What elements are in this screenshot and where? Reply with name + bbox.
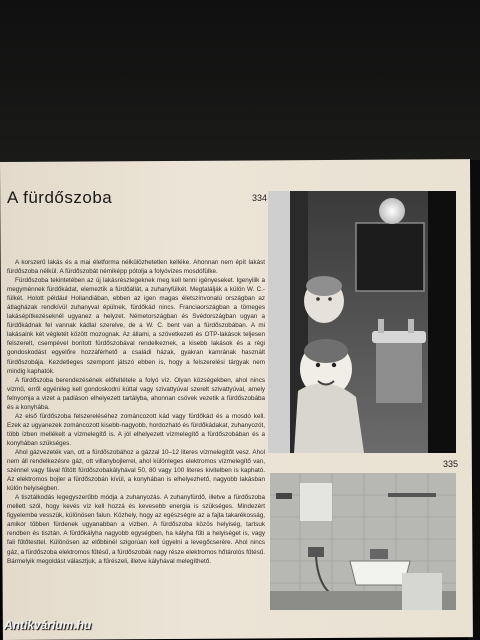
photo-bathroom-sink (270, 473, 456, 610)
paragraph: Ahol gázvezeték van, ott a fürdőszobához a gázzal 10–12 literes vízmelegítőt vesz. Ahol nem áll rendelkezésre gáz, ott villanybojlerrel, ahol különleges elektromos vízmelegítő van, szénnel vagy fával fűtött fürdőszobakályhával 50, 80 vagy 100 literes kivitelben is kapható. Az elektromos bojler a fürdőszobán kívül, a konyhában is elhelyezhető, nagyobb lakásban külön helyiségben. (7, 448, 265, 493)
paragraph: Az első fürdőszoba felszereléséhez zománcozott kád vagy fürdőkád és a mosdó kell. Ezek az ugyanezek zománcozott kisebb-nagyobb, hordozható és fürdőkádakat, zuhanyozót, több ízben mellékelt a vízmelegítő is. A jól elhelyezett vízmelegítő a fürdőszobában és a konyhában szükséges. (7, 412, 265, 447)
figure-number-335: 335 (443, 459, 459, 469)
paragraph: Fürdőszoba tekintetében az új lakásrészlegeknek meg kell tenni igényeseket. Igenyilik a megyménnek fürdőkádat, elemeztik a fürdőállát, a zuhanyfülkét. Megtalálják a külön W. C.-fülkét. Holott például Hollandiában, ebben az igen magas életszínvonalú országban az átlagházak rendkívül zuhanyval épülnek, fürdőkád nincs. Franciaországban a tömeges lakásépítkezéseknél ugyanez a helyzet. Németországban és Svédországban ugyan a fürdőkádnak fel vannak kádlal szerelve, de a W. C. bent van a fürdőszobában. A mi lakásaink két végletét között mozognak. Az állami, a szövetkezeti és OTP-lakások teljesen felszerelt, csempével borított fürdőszobával rendelkeznek, a kisebb lakások és a régi gondoskodást egyelőre hozzáférhető a családi házak, gyakran kamrának használt fürdőszobája. Kezdetleges szempont játszó ebben is, hogy a felszerelési tárgyak nem mindig kaphatók. (7, 277, 265, 375)
watermark: Antikvárium.hu (4, 618, 92, 632)
paragraph: A tisztálkodás legegyszerűbb módja a zuhanyozás. A zuhanyfürdő, illetve a fürdőszoba mellett szól, hogy kevés víz kell hozzá és kevesebb energia is szükséges. Mindezért figyelembe vesszük, különösen falun. Közhely, hogy az egészségre az a fajta takarékosság, amikor többen fürdenek ugyanabban a vízben. A fürdőszoba közös helyiség, tartsuk rendben és tisztán. A fürdőkályha nagyobb egységben, ha kályha fűti a helyiséget is, vagy fali fűtőtesttel. Különösen az előbbinél szigorúan kell ügyelni a levegőcserére. Ahol nincs gáz, a fürdőszoba elektromos fűtésű, a fürdőszobák nagy része elektromos hőtárolós fűtésű. Bármelyik megoldást választjuk, a fűrészeli, illetve kályhával melegíthető. (7, 494, 265, 565)
figure-number-334: 334 (252, 193, 268, 203)
paragraph: A korszerű lakás és a mai életforma nélkülözhetetlen kelléke. Ahonnan nem épít lakást fürdőszoba nélkül. A fürdőszobát némiképp pótolja a folyóvizes mosdófülke. (7, 259, 265, 276)
photo-children-in-bathroom (268, 191, 456, 453)
body-text-column (7, 258, 265, 633)
page-title: A fürdőszoba (7, 188, 113, 207)
background-top (0, 0, 480, 162)
paragraph: A fürdőszoba berendezésének előfeltétele a folyó víz. Olyan községekben, ahol nincs vízmű, erről egyénileg kell gondoskodni kúttal vagy szivattyúval szerelt szivattyúval, amely felnyomja a vizet a padláson elhelyezett tartályba, ahonnan csövek vezetik a fürdőszobába és a konyhába. (7, 376, 265, 411)
